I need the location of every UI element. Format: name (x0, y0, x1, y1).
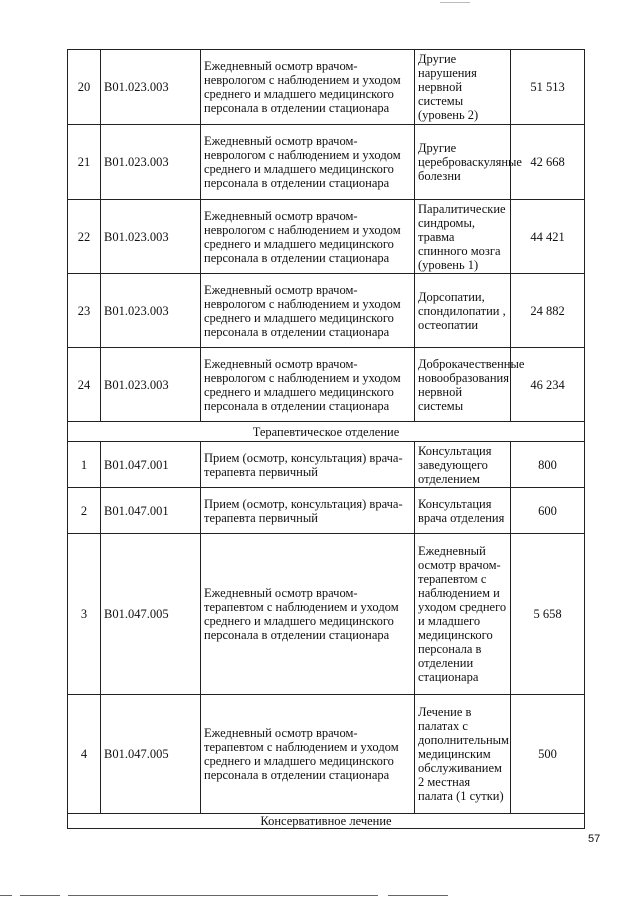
table-row (68, 348, 585, 422)
page-number: 57 (588, 833, 601, 845)
section-header-row (68, 814, 585, 829)
service-code: B01.023.003 (101, 274, 201, 348)
table-row (68, 274, 585, 348)
row-number: 22 (68, 200, 101, 274)
service-name: Ежедневный осмотр врачом-терапевтом с наблюдением и уходом среднего и младшего медицинского персонала в отделении стационара (201, 695, 415, 814)
service-department: Дорсопатии, спондилопатии , остеопатии (415, 274, 511, 348)
service-department: Другие цереброваскуляные болезни (415, 125, 511, 200)
service-department: Консультация заведующего отделением (415, 442, 511, 488)
row-number: 2 (68, 488, 101, 534)
row-number: 23 (68, 274, 101, 348)
table-row (68, 200, 585, 274)
service-department: Ежедневный осмотр врачом-терапевтом с наблюдением и уходом среднего и младшего медицинского персонала в отделении стационара (415, 534, 511, 695)
service-department: Консультация врача отделения (415, 488, 511, 534)
service-code: B01.023.003 (101, 50, 201, 125)
row-number: 24 (68, 348, 101, 422)
service-department: Другие нарушения нервной системы (уровень 2) (415, 50, 511, 125)
service-department: Паралитические синдромы, травма спинного мозга (уровень 1) (415, 200, 511, 274)
service-name: Прием (осмотр, консультация) врача-терапевта первичный (201, 442, 415, 488)
table-row (68, 125, 585, 200)
service-code: B01.023.003 (101, 348, 201, 422)
row-number: 4 (68, 695, 101, 814)
service-code: B01.047.005 (101, 695, 201, 814)
service-code: B01.047.001 (101, 442, 201, 488)
service-price: 5 658 (511, 534, 585, 695)
service-department: Лечение в палатах с дополнительным медицинским обслуживанием 2 местная палата (1 сутки) (415, 695, 511, 814)
service-department: Доброкачественные новообразования нервной системы (415, 348, 511, 422)
service-code: B01.047.001 (101, 488, 201, 534)
service-price: 44 421 (511, 200, 585, 274)
table-row (68, 534, 585, 695)
service-price: 800 (511, 442, 585, 488)
section-title-therapy: Терапевтическое отделение (68, 422, 585, 442)
service-name: Ежедневный осмотр врачом-неврологом с наблюдением и уходом среднего и младшего медицинского персонала в отделении стационара (201, 348, 415, 422)
table-row (68, 442, 585, 488)
service-name: Прием (осмотр, консультация) врача-терапевта первичный (201, 488, 415, 534)
service-code: B01.047.005 (101, 534, 201, 695)
page-top-mark (440, 2, 470, 3)
scan-bottom-edge (0, 895, 640, 901)
service-code: B01.023.003 (101, 200, 201, 274)
row-number: 21 (68, 125, 101, 200)
service-price: 51 513 (511, 50, 585, 125)
service-name: Ежедневный осмотр врачом-неврологом с наблюдением и уходом среднего и младшего медицинского персонала в отделении стационара (201, 200, 415, 274)
service-price: 600 (511, 488, 585, 534)
service-price: 500 (511, 695, 585, 814)
table-row (68, 488, 585, 534)
service-price: 46 234 (511, 348, 585, 422)
table-row (68, 50, 585, 125)
service-name: Ежедневный осмотр врачом-неврологом с наблюдением и уходом среднего и младшего медицинского персонала в отделении стационара (201, 50, 415, 125)
service-name: Ежедневный осмотр врачом-неврологом с наблюдением и уходом среднего и младшего медицинского персонала в отделении стационара (201, 125, 415, 200)
service-price: 24 882 (511, 274, 585, 348)
row-number: 1 (68, 442, 101, 488)
service-code: B01.023.003 (101, 125, 201, 200)
section-title-conservative: Консервативное лечение (68, 814, 585, 829)
row-number: 20 (68, 50, 101, 125)
service-name: Ежедневный осмотр врачом-терапевтом с наблюдением и уходом среднего и младшего медицинского персонала в отделении стационара (201, 534, 415, 695)
price-list-table (67, 49, 585, 829)
row-number: 3 (68, 534, 101, 695)
service-price: 42 668 (511, 125, 585, 200)
section-header-row (68, 422, 585, 442)
table-row (68, 695, 585, 814)
service-name: Ежедневный осмотр врачом-неврологом с наблюдением и уходом среднего и младшего медицинского персонала в отделении стационара (201, 274, 415, 348)
